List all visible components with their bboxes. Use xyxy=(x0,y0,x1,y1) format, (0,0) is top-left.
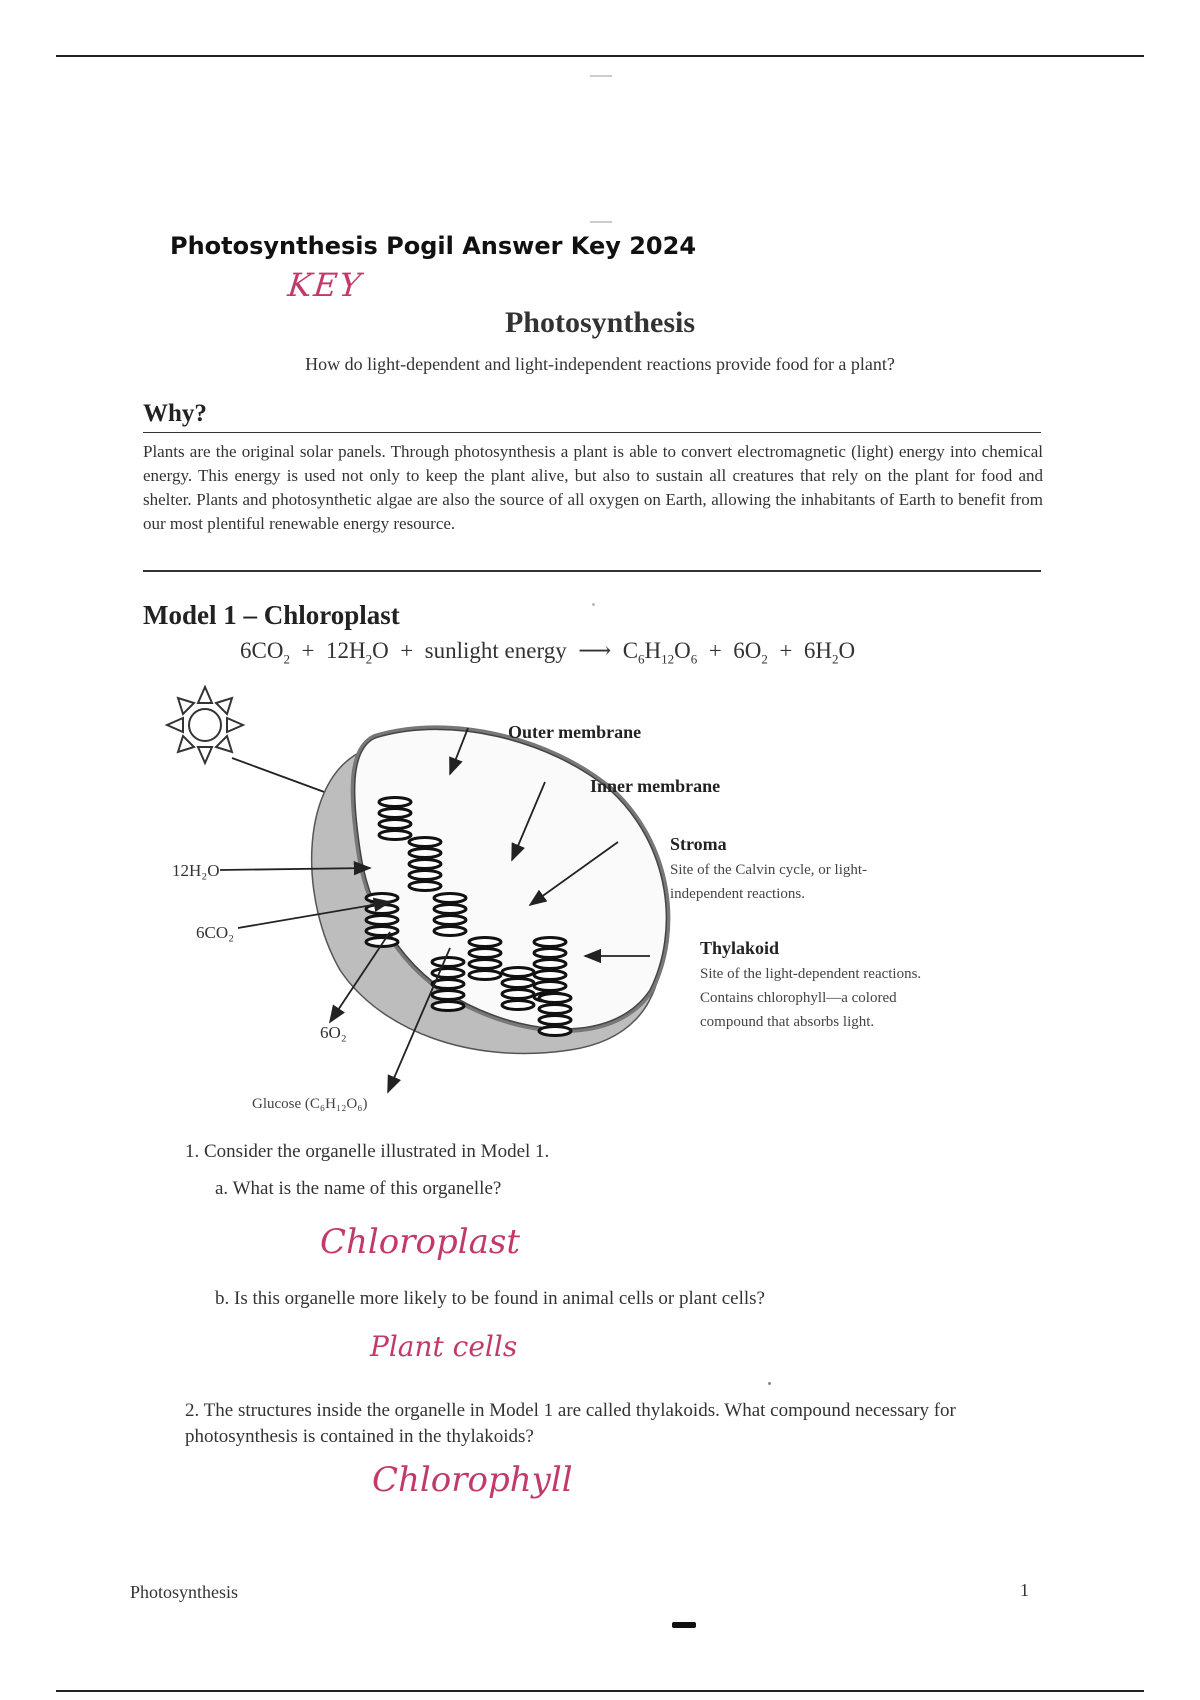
thylakoid-disc xyxy=(434,916,466,925)
stroma-desc-line2: independent reactions. xyxy=(670,886,805,902)
photosynthesis-equation: $6CO_2 + 12H_2O$ + sunlight energy ⟶ $C_6H_{12}O_6 + 6O_2 + 6H_2O$ xyxy=(240,638,856,667)
why-paragraph: Plants are the original solar panels. Through photosynthesis a plant is able to convert electromagnetic (light) energy into chemical energy. This energy is used not only to keep the plant alive, but also to sustain all creatures that rely on the plant for food and shelter. Plants and photosynthetic algae are also the source of all oxygen on Earth, allowing the inhabitants of Earth to benefit from our most plentiful renewable energy resource. xyxy=(143,442,1043,533)
label-stroma: Stroma xyxy=(670,834,727,854)
scan-speck xyxy=(768,1382,771,1385)
why-heading: Why? xyxy=(143,400,207,427)
thylakoid-disc xyxy=(366,894,398,903)
thylakoid-disc xyxy=(432,1002,464,1011)
why-bottom-rule xyxy=(143,570,1041,572)
page-heading: Photosynthesis xyxy=(504,306,696,339)
thylakoid-disc xyxy=(434,927,466,936)
stroma-desc-line1: Site of the Calvin cycle, or light- xyxy=(670,862,868,878)
label-glucose-output: Glucose (C₆H₁₂O₆) xyxy=(252,1096,368,1112)
key-handwritten-mark: KEY xyxy=(286,266,365,304)
question-2: 2. The structures inside the organelle in Model 1 are called thylakoids. What compound necessary for photosynthesis is contained in the thylakoids? xyxy=(185,1400,956,1447)
thylakoid-disc xyxy=(409,882,441,891)
thylakoid-disc xyxy=(409,860,441,869)
why-top-rule xyxy=(143,432,1041,433)
thylakoid-disc xyxy=(539,1027,571,1036)
thylakoid-disc xyxy=(432,958,464,967)
page-number: 1 xyxy=(1020,1580,1029,1600)
label-water-input: 12H₂O xyxy=(172,861,220,880)
bottom-rule xyxy=(56,1690,1144,1692)
thylakoid-disc xyxy=(434,894,466,903)
chloroplast-diagram xyxy=(150,680,1010,1120)
thylakoid-disc xyxy=(534,938,566,947)
thylakoid-disc xyxy=(379,809,411,818)
scan-mark xyxy=(590,75,612,77)
thylakoid-disc xyxy=(534,982,566,991)
thylakoid-disc xyxy=(432,969,464,978)
thylakoid-disc xyxy=(379,798,411,807)
label-thylakoid: Thylakoid xyxy=(700,938,780,958)
question-1a: a. What is the name of this organelle? xyxy=(215,1178,502,1199)
thylakoid-disc xyxy=(502,1001,534,1010)
thylakoid-desc-line2: Contains chlorophyll—a colored xyxy=(700,990,897,1006)
thylakoid-disc xyxy=(534,971,566,980)
scan-mark xyxy=(672,1622,696,1628)
page-subtitle: How do light-dependent and light-independent reactions provide food for a plant? xyxy=(305,354,895,374)
answer-1b-handwritten: Plant cells xyxy=(370,1330,518,1363)
thylakoid-disc xyxy=(409,849,441,858)
thylakoid-disc xyxy=(539,1016,571,1025)
thylakoid-disc xyxy=(469,949,501,958)
scan-speck xyxy=(592,603,595,606)
thylakoid-disc xyxy=(534,949,566,958)
label-o2-output: 6O₂ xyxy=(320,1023,347,1042)
footer-title: Photosynthesis xyxy=(130,1582,239,1602)
thylakoid-disc xyxy=(502,990,534,999)
answer-2-handwritten: Chlorophyll xyxy=(372,1460,573,1500)
thylakoid-disc xyxy=(409,838,441,847)
label-outer-membrane: Outer membrane xyxy=(508,722,642,742)
thylakoid-disc xyxy=(432,991,464,1000)
question-1: 1. Consider the organelle illustrated in Model 1. xyxy=(185,1141,550,1162)
thylakoid-disc xyxy=(469,960,501,969)
thylakoid-disc xyxy=(469,971,501,980)
model1-heading: Model 1 – Chloroplast xyxy=(143,600,400,630)
document-title: Photosynthesis Pogil Answer Key 2024 xyxy=(170,232,697,260)
thylakoid-desc-line3: compound that absorbs light. xyxy=(700,1014,875,1030)
thylakoid-disc xyxy=(379,820,411,829)
label-co2-input: 6CO₂ xyxy=(196,923,235,942)
answer-1a-handwritten: Chloroplast xyxy=(320,1222,520,1262)
sun-icon xyxy=(167,687,243,763)
thylakoid-disc xyxy=(469,938,501,947)
label-inner-membrane: Inner membrane xyxy=(590,776,721,796)
thylakoid-disc xyxy=(534,960,566,969)
thylakoid-disc xyxy=(409,871,441,880)
thylakoid-disc xyxy=(502,968,534,977)
thylakoid-disc xyxy=(379,831,411,840)
thylakoid-disc xyxy=(366,927,398,936)
scan-mark xyxy=(590,221,612,223)
thylakoid-disc xyxy=(539,994,571,1003)
question-1b: b. Is this organelle more likely to be found in animal cells or plant cells? xyxy=(215,1288,765,1309)
top-rule xyxy=(56,55,1144,57)
thylakoid-disc xyxy=(366,916,398,925)
thylakoid-desc-line1: Site of the light-dependent reactions. xyxy=(700,966,922,982)
thylakoid-disc xyxy=(502,979,534,988)
thylakoid-disc xyxy=(539,1005,571,1014)
thylakoid-disc xyxy=(434,905,466,914)
